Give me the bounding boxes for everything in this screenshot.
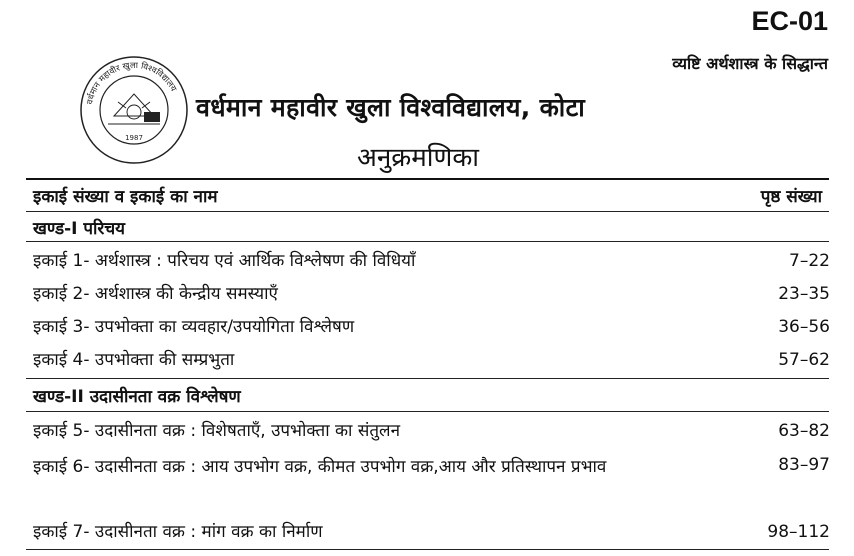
table-row bbox=[33, 245, 830, 278]
unit-pages: 36–56 bbox=[778, 317, 830, 337]
table-top-rule bbox=[26, 178, 829, 180]
university-name: वर्धमान महावीर खुला विश्वविद्यालय, कोटा bbox=[196, 93, 585, 122]
university-seal-logo bbox=[78, 54, 190, 166]
block-rule bbox=[26, 378, 829, 379]
unit-pages: 57–62 bbox=[778, 350, 830, 370]
column-page-number: पृष्ठ संख्या bbox=[760, 187, 822, 207]
seal-year: 1987 bbox=[125, 134, 143, 142]
table-row bbox=[33, 278, 830, 311]
table-row bbox=[33, 516, 830, 549]
course-title: व्यष्टि अर्थशास्त्र के सिद्धान्त bbox=[672, 54, 828, 73]
unit-pages: 63–82 bbox=[778, 421, 830, 441]
unit-label: इकाई 7- उदासीनता वक्र : मांग वक्र का निर्माण bbox=[33, 522, 323, 542]
unit-label: इकाई 2- अर्थशास्त्र की केन्द्रीय समस्याएँ bbox=[33, 284, 278, 304]
table-row bbox=[33, 344, 830, 377]
toc-title: अनुक्रमणिका bbox=[357, 143, 480, 173]
block-title: खण्ड-I परिचय bbox=[33, 219, 126, 239]
table-row bbox=[33, 449, 830, 485]
column-unit-name: इकाई संख्या व इकाई का नाम bbox=[33, 187, 218, 207]
block-title: खण्ड-II उदासीनता वक्र विश्लेषण bbox=[33, 387, 241, 407]
unit-label: इकाई 1- अर्थशास्त्र : परिचय एवं आर्थिक विश्लेषण की विधियाँ bbox=[33, 251, 416, 271]
table-header bbox=[33, 184, 822, 206]
unit-pages: 23–35 bbox=[778, 284, 830, 304]
block-rule bbox=[26, 411, 829, 412]
table-row bbox=[33, 415, 830, 448]
course-code: EC-01 bbox=[751, 6, 828, 36]
unit-label: इकाई 4- उपभोक्ता की सम्प्रभुता bbox=[33, 350, 235, 370]
table-row bbox=[33, 311, 830, 344]
unit-pages: 7–22 bbox=[789, 251, 830, 271]
unit-label: इकाई 6- उदासीनता वक्र : आय उपभोग वक्र, कीमत उपभोग वक्र,आय और प्रतिस्थापन प्रभाव bbox=[33, 457, 607, 477]
unit-label: इकाई 3- उपभोक्ता का व्यवहार/उपयोगिता विश्लेषण bbox=[33, 317, 355, 337]
unit-pages: 98–112 bbox=[767, 522, 830, 542]
unit-pages: 83–97 bbox=[778, 455, 830, 475]
table-bottom-rule bbox=[26, 549, 829, 550]
seal-ring-text: वर्धमान महावीर खुला विश्वविद्यालय bbox=[85, 60, 179, 106]
block-rule bbox=[26, 241, 829, 242]
unit-label: इकाई 5- उदासीनता वक्र : विशेषताएँ, उपभोक्ता का संतुलन bbox=[33, 421, 401, 441]
header-rule bbox=[26, 211, 829, 212]
